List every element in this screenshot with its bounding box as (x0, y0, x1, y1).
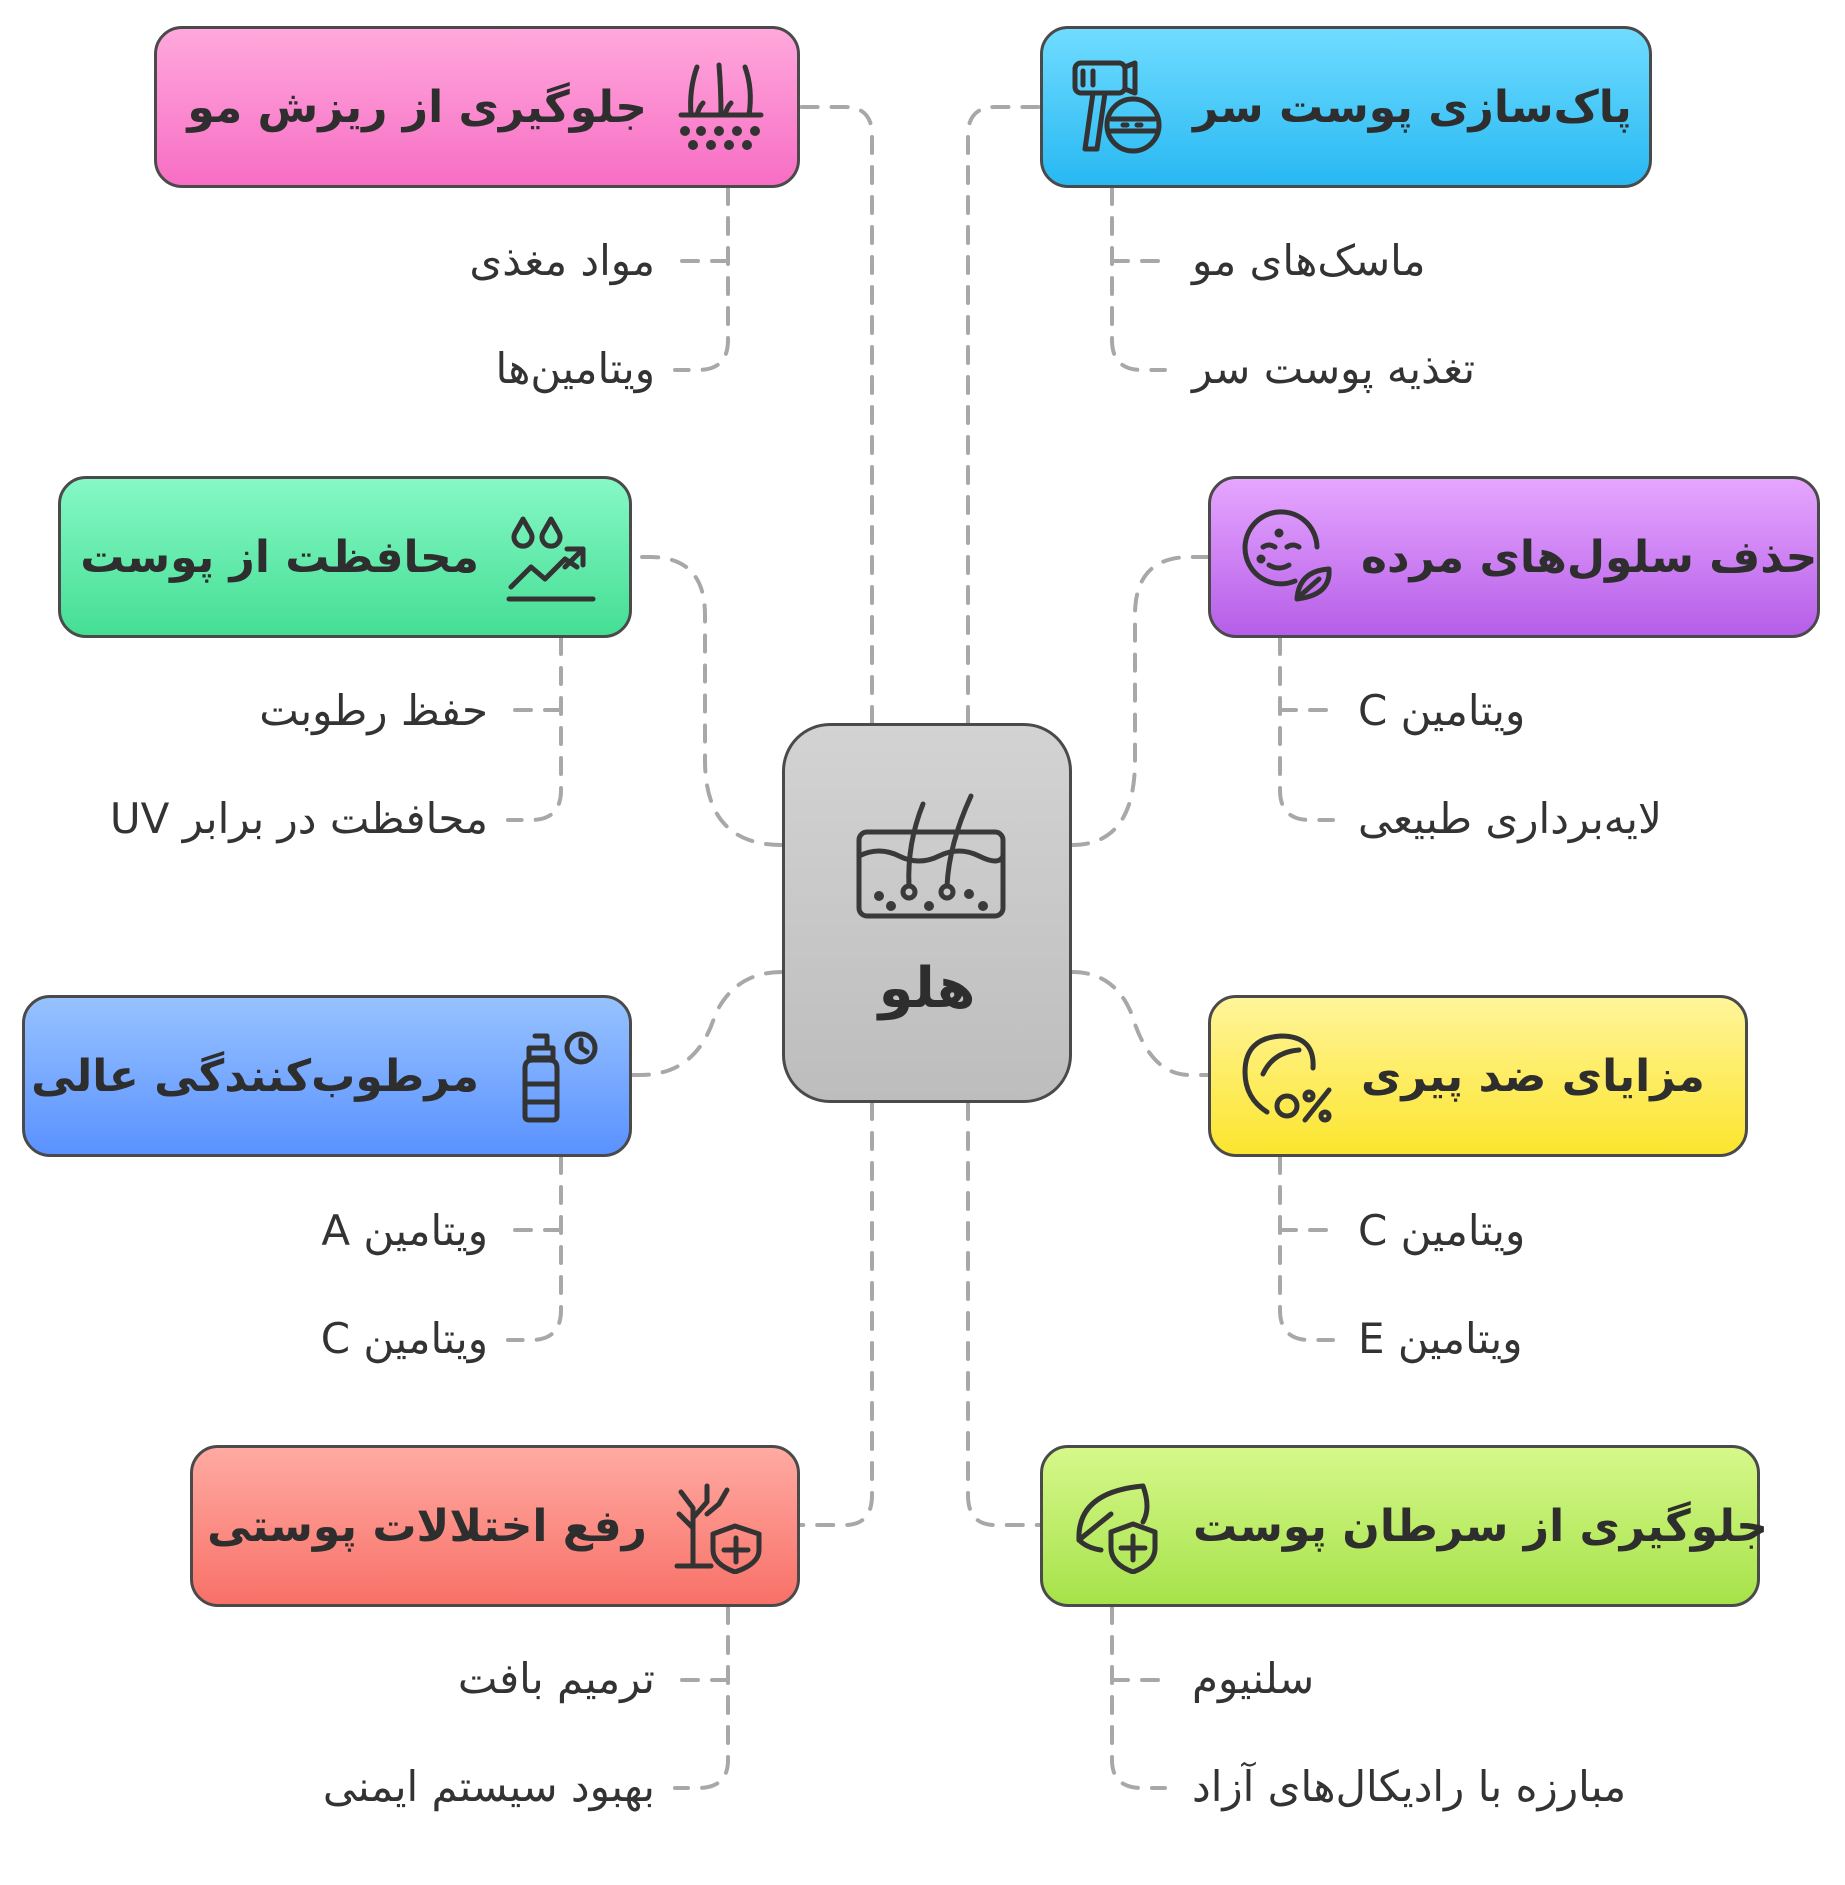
branch-title: حذف سلول‌های مرده (1361, 531, 1818, 583)
spray-bottle-icon (519, 1028, 599, 1124)
list-item: ویتامین C (320, 1314, 488, 1363)
list-item: لایه‌برداری طبیعی (1358, 794, 1662, 843)
center-node (782, 723, 1072, 1103)
list-item: ویتامین C (1358, 686, 1526, 735)
list-item: محافظت در برابر UV (109, 794, 488, 843)
branch-hair-loss (154, 26, 800, 188)
list-item: حفظ رطوبت (259, 686, 488, 735)
branch-title: جلوگیری از ریزش مو (187, 81, 647, 133)
branch-skin-cancer (1040, 1445, 1768, 1607)
list-item: ترمیم بافت (457, 1654, 655, 1703)
branch-title: محافظت از پوست (80, 531, 479, 583)
hair-roots-icon (675, 59, 767, 155)
branch-dead-cells (1208, 476, 1820, 638)
list-item: ماسک‌های مو (1192, 236, 1426, 285)
list-item: تغذیه پوست سر (1192, 344, 1476, 393)
branch-title: پاک‌سازی پوست سر (1193, 81, 1632, 133)
list-item: ویتامین‌ها (495, 344, 655, 393)
face-leaf-icon (1239, 509, 1335, 605)
center-title: هلو (878, 956, 976, 1021)
droplets-growth-icon (503, 509, 599, 605)
coral-shield-icon (671, 1478, 767, 1574)
branch-skin-protection (58, 476, 632, 638)
branch-title: مزایای ضد پیری (1361, 1050, 1705, 1102)
list-item: بهبود سیستم ایمنی (322, 1762, 655, 1811)
leaf-shield-icon (1071, 1478, 1167, 1574)
branch-skin-disorders (190, 1445, 800, 1607)
list-item: مبارزه با رادیکال‌های آزاد (1192, 1762, 1627, 1811)
branch-title: رفع اختلالات پوستی (207, 1500, 647, 1552)
list-item: ویتامین E (1358, 1314, 1523, 1363)
skin-hair-follicle-icon (851, 784, 1011, 928)
list-item: ویتامین C (1358, 1206, 1526, 1255)
branch-moisturizing (22, 995, 632, 1157)
branch-anti-aging (1208, 995, 1748, 1157)
list-item: ویتامین A (321, 1206, 488, 1255)
hair-dryer-icon (1071, 57, 1163, 157)
branch-scalp-cleansing (1040, 26, 1652, 188)
branch-title: جلوگیری از سرطان پوست (1193, 1500, 1768, 1552)
list-item: مواد مغذی (469, 236, 655, 285)
branch-title: مرطوب‌کنندگی عالی (31, 1050, 479, 1102)
list-item: سلنیوم (1192, 1654, 1315, 1703)
anti-aging-face-icon (1239, 1028, 1335, 1124)
